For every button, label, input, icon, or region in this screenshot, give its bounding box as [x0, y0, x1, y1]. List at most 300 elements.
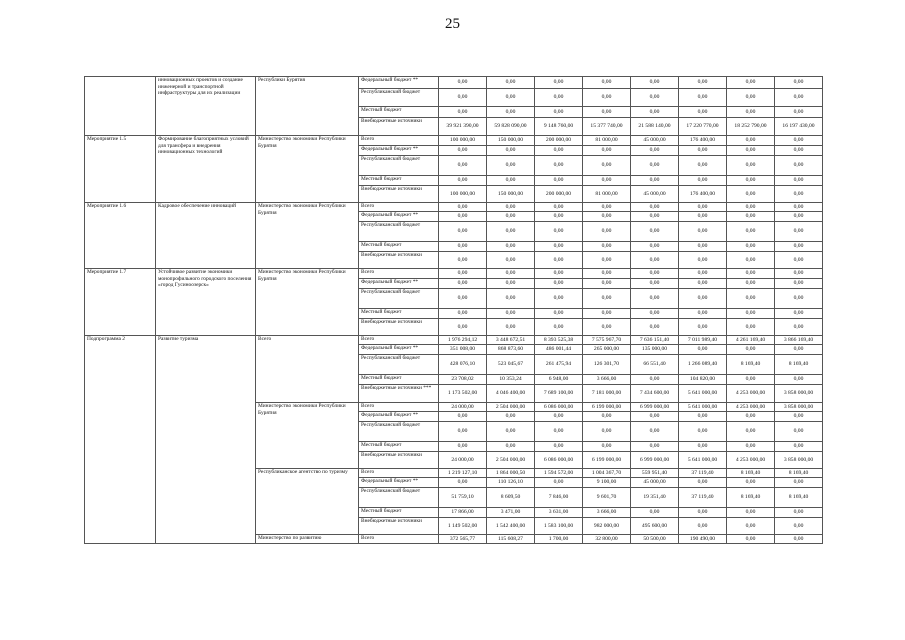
- amount-cell: 0,00: [775, 478, 823, 488]
- amount-cell: 3 471,00: [487, 508, 535, 518]
- amount-cell: 0,00: [631, 442, 679, 452]
- amount-cell: 0,00: [535, 222, 583, 242]
- amount-cell: 0,00: [535, 442, 583, 452]
- funding-source-cell: Всего: [359, 136, 439, 146]
- amount-cell: 8 169,40: [727, 355, 775, 375]
- table-row: [85, 77, 823, 89]
- amount-cell: 0,00: [487, 242, 535, 252]
- amount-cell: 1 542 400,00: [487, 518, 535, 535]
- funding-source-cell: Федеральный бюджет **: [359, 478, 439, 488]
- amount-cell: 32 800,00: [583, 535, 631, 544]
- amount-cell: 0,00: [775, 518, 823, 535]
- amount-cell: 0,00: [535, 289, 583, 309]
- amount-cell: 81 000,00: [583, 186, 631, 203]
- amount-cell: 2 504 000,00: [487, 403, 535, 412]
- amount-cell: 6 999 000,00: [631, 452, 679, 469]
- amount-cell: 176 400,00: [679, 136, 727, 146]
- amount-cell: 150 000,00: [487, 186, 535, 203]
- amount-cell: 0,00: [727, 186, 775, 203]
- amount-cell: 9 148 760,00: [535, 118, 583, 136]
- amount-cell: 0,00: [487, 89, 535, 107]
- amount-cell: 0,00: [727, 478, 775, 488]
- amount-cell: 0,00: [727, 412, 775, 422]
- amount-cell: 0,00: [487, 319, 535, 336]
- funding-source-cell: Внебюджетные источники: [359, 252, 439, 269]
- amount-cell: 19 351,40: [631, 488, 679, 508]
- amount-cell: 1 700,00: [535, 535, 583, 544]
- amount-cell: 3 448 672,51: [487, 336, 535, 345]
- amount-cell: 0,00: [727, 508, 775, 518]
- amount-cell: 0,00: [775, 203, 823, 212]
- page-number: 25: [445, 16, 460, 32]
- table-row: [85, 136, 823, 146]
- amount-cell: 0,00: [775, 508, 823, 518]
- amount-cell: 0,00: [439, 269, 487, 279]
- funding-source-cell: Внебюджетные источники: [359, 118, 439, 136]
- amount-cell: 0,00: [631, 319, 679, 336]
- amount-cell: 0,00: [727, 212, 775, 222]
- amount-cell: 6 199 000,00: [583, 403, 631, 412]
- amount-cell: 4 253 000,00: [727, 403, 775, 412]
- amount-cell: 3 666,00: [583, 508, 631, 518]
- amount-cell: 0,00: [439, 156, 487, 176]
- funding-source-cell: Всего: [359, 403, 439, 412]
- funding-source-cell: Федеральный бюджет **: [359, 146, 439, 156]
- amount-cell: 0,00: [727, 222, 775, 242]
- amount-cell: 1 583 100,00: [535, 518, 583, 535]
- amount-cell: 0,00: [727, 309, 775, 319]
- amount-cell: 6 948,00: [535, 375, 583, 385]
- executor-cell: Республиканское агентство по туризму: [256, 469, 359, 535]
- title-cell: инновационных проектов и создание инженерной и транспортной инфраструктуры для их реализации: [156, 77, 256, 136]
- funding-source-cell: Местный бюджет: [359, 442, 439, 452]
- amount-cell: 0,00: [631, 279, 679, 289]
- funding-source-cell: Местный бюджет: [359, 508, 439, 518]
- amount-cell: 0,00: [631, 146, 679, 156]
- amount-cell: 45 000,00: [631, 136, 679, 146]
- amount-cell: 23 708,02: [439, 375, 487, 385]
- amount-cell: 0,00: [631, 375, 679, 385]
- amount-cell: 7 181 000,00: [583, 385, 631, 403]
- amount-cell: 0,00: [727, 279, 775, 289]
- amount-cell: 0,00: [775, 252, 823, 269]
- amount-cell: 0,00: [583, 242, 631, 252]
- amount-cell: 0,00: [487, 222, 535, 242]
- amount-cell: 3 631,00: [535, 508, 583, 518]
- amount-cell: 0,00: [775, 442, 823, 452]
- amount-cell: 0,00: [583, 156, 631, 176]
- amount-cell: 0,00: [487, 203, 535, 212]
- amount-cell: 0,00: [775, 345, 823, 355]
- amount-cell: 0,00: [727, 156, 775, 176]
- amount-cell: 0,00: [583, 176, 631, 186]
- amount-cell: 37 119,40: [679, 488, 727, 508]
- funding-source-cell: Всего: [359, 269, 439, 279]
- executor-cell: Министерство экономики Республики Бурятия: [256, 403, 359, 469]
- amount-cell: 0,00: [487, 156, 535, 176]
- measure-cell: Мероприятие 1.5: [85, 136, 156, 203]
- amount-cell: 3 858 000,00: [775, 452, 823, 469]
- amount-cell: 523 045,67: [487, 355, 535, 375]
- funding-source-cell: Местный бюджет: [359, 176, 439, 186]
- amount-cell: 0,00: [727, 345, 775, 355]
- amount-cell: 176 400,00: [679, 186, 727, 203]
- amount-cell: 0,00: [727, 535, 775, 544]
- amount-cell: 0,00: [631, 77, 679, 89]
- amount-cell: 200 000,00: [535, 136, 583, 146]
- amount-cell: 0,00: [535, 146, 583, 156]
- amount-cell: 0,00: [487, 422, 535, 442]
- funding-source-cell: Внебюджетные источники: [359, 518, 439, 535]
- amount-cell: 0,00: [535, 422, 583, 442]
- amount-cell: 0,00: [727, 146, 775, 156]
- amount-cell: 66 551,40: [631, 355, 679, 375]
- amount-cell: 2 504 000,00: [487, 452, 535, 469]
- executor-cell: Министерство экономики Республики Бурятия: [256, 136, 359, 203]
- funding-source-cell: Местный бюджет: [359, 242, 439, 252]
- amount-cell: 0,00: [679, 89, 727, 107]
- amount-cell: 372 565,77: [439, 535, 487, 544]
- amount-cell: 1 266 089,40: [679, 355, 727, 375]
- amount-cell: 0,00: [535, 156, 583, 176]
- amount-cell: 0,00: [679, 242, 727, 252]
- amount-cell: 0,00: [583, 146, 631, 156]
- amount-cell: 0,00: [535, 412, 583, 422]
- amount-cell: 8 169,40: [727, 469, 775, 478]
- table-body: [85, 77, 823, 544]
- amount-cell: 0,00: [679, 345, 727, 355]
- funding-source-cell: Местный бюджет: [359, 309, 439, 319]
- amount-cell: 0,00: [583, 89, 631, 107]
- amount-cell: 0,00: [487, 107, 535, 118]
- amount-cell: 0,00: [583, 422, 631, 442]
- amount-cell: 0,00: [775, 309, 823, 319]
- funding-source-cell: Федеральный бюджет **: [359, 212, 439, 222]
- amount-cell: 18 252 790,00: [727, 118, 775, 136]
- amount-cell: 0,00: [727, 518, 775, 535]
- funding-source-cell: Республиканский бюджет: [359, 355, 439, 375]
- amount-cell: 1 976 294,12: [439, 336, 487, 345]
- executor-cell: Всего: [256, 336, 359, 403]
- amount-cell: 0,00: [487, 212, 535, 222]
- amount-cell: 0,00: [439, 146, 487, 156]
- amount-cell: 0,00: [679, 319, 727, 336]
- amount-cell: 0,00: [679, 146, 727, 156]
- amount-cell: 0,00: [631, 89, 679, 107]
- amount-cell: 0,00: [631, 412, 679, 422]
- amount-cell: 0,00: [727, 242, 775, 252]
- funding-source-cell: Всего: [359, 203, 439, 212]
- amount-cell: 0,00: [535, 252, 583, 269]
- amount-cell: 6 086 000,00: [535, 403, 583, 412]
- funding-source-cell: Внебюджетные источники: [359, 186, 439, 203]
- amount-cell: 0,00: [487, 269, 535, 279]
- amount-cell: 0,00: [679, 222, 727, 242]
- amount-cell: 81 000,00: [583, 136, 631, 146]
- funding-source-cell: Республиканский бюджет: [359, 89, 439, 107]
- amount-cell: 0,00: [439, 107, 487, 118]
- table-row: [85, 203, 823, 212]
- amount-cell: 1 004 367,70: [583, 469, 631, 478]
- amount-cell: 104 820,00: [679, 375, 727, 385]
- amount-cell: 0,00: [535, 478, 583, 488]
- amount-cell: 0,00: [439, 442, 487, 452]
- amount-cell: 100 000,00: [439, 136, 487, 146]
- amount-cell: 6 086 000,00: [535, 452, 583, 469]
- amount-cell: 1 219 127,10: [439, 469, 487, 478]
- amount-cell: 0,00: [535, 107, 583, 118]
- amount-cell: 0,00: [727, 77, 775, 89]
- amount-cell: 0,00: [631, 203, 679, 212]
- amount-cell: 1 594 572,00: [535, 469, 583, 478]
- executor-cell: Министерство экономики Республики Бурятия: [256, 203, 359, 269]
- amount-cell: 0,00: [487, 279, 535, 289]
- amount-cell: 0,00: [727, 107, 775, 118]
- funding-source-cell: Всего: [359, 469, 439, 478]
- amount-cell: 0,00: [679, 279, 727, 289]
- amount-cell: 0,00: [535, 269, 583, 279]
- amount-cell: 0,00: [439, 422, 487, 442]
- amount-cell: 0,00: [631, 156, 679, 176]
- amount-cell: 0,00: [775, 289, 823, 309]
- amount-cell: 0,00: [679, 289, 727, 309]
- amount-cell: 7 575 967,70: [583, 336, 631, 345]
- measure-cell: [85, 77, 156, 136]
- amount-cell: 0,00: [439, 478, 487, 488]
- amount-cell: 6 999 000,00: [631, 403, 679, 412]
- amount-cell: 0,00: [727, 269, 775, 279]
- amount-cell: 3 858 000,00: [775, 385, 823, 403]
- amount-cell: 0,00: [535, 176, 583, 186]
- amount-cell: 0,00: [439, 319, 487, 336]
- amount-cell: 0,00: [439, 252, 487, 269]
- amount-cell: 0,00: [583, 107, 631, 118]
- amount-cell: 10 353,24: [487, 375, 535, 385]
- amount-cell: 0,00: [679, 156, 727, 176]
- amount-cell: 0,00: [583, 412, 631, 422]
- amount-cell: 100 000,00: [439, 186, 487, 203]
- amount-cell: 0,00: [583, 203, 631, 212]
- amount-cell: 0,00: [727, 422, 775, 442]
- amount-cell: 1 149 502,00: [439, 518, 487, 535]
- amount-cell: 4 046 400,00: [487, 385, 535, 403]
- title-cell: Формирование благоприятных условий для трансфера и внедрения инновационных технологий: [156, 136, 256, 203]
- amount-cell: 0,00: [439, 176, 487, 186]
- amount-cell: 0,00: [631, 269, 679, 279]
- amount-cell: 495 600,00: [631, 518, 679, 535]
- amount-cell: 4 253 000,00: [727, 385, 775, 403]
- amount-cell: 0,00: [727, 442, 775, 452]
- amount-cell: 0,00: [535, 242, 583, 252]
- amount-cell: 0,00: [679, 203, 727, 212]
- amount-cell: 0,00: [775, 186, 823, 203]
- budget-table: [84, 76, 823, 544]
- amount-cell: 0,00: [775, 279, 823, 289]
- amount-cell: 0,00: [583, 309, 631, 319]
- amount-cell: 0,00: [775, 412, 823, 422]
- amount-cell: 8 169,40: [727, 488, 775, 508]
- amount-cell: 0,00: [631, 107, 679, 118]
- amount-cell: 0,00: [679, 309, 727, 319]
- table-row: [85, 336, 823, 345]
- amount-cell: 0,00: [679, 508, 727, 518]
- executor-cell: Министерство по развитию: [256, 535, 359, 544]
- amount-cell: 7 434 600,00: [631, 385, 679, 403]
- amount-cell: 39 921 390,00: [439, 118, 487, 136]
- amount-cell: 126 301,70: [583, 355, 631, 375]
- amount-cell: 0,00: [439, 212, 487, 222]
- amount-cell: 200 000,00: [535, 186, 583, 203]
- executor-cell: Республики Бурятия: [256, 77, 359, 136]
- title-cell: Развитие туризма: [156, 336, 256, 544]
- amount-cell: 135 000,00: [631, 345, 679, 355]
- amount-cell: 0,00: [535, 89, 583, 107]
- amount-cell: 7 636 151,40: [631, 336, 679, 345]
- amount-cell: 0,00: [775, 375, 823, 385]
- amount-cell: 115 608,27: [487, 535, 535, 544]
- amount-cell: 0,00: [679, 518, 727, 535]
- amount-cell: 0,00: [727, 89, 775, 107]
- amount-cell: 8 169,40: [775, 488, 823, 508]
- amount-cell: 0,00: [487, 77, 535, 89]
- amount-cell: 0,00: [583, 269, 631, 279]
- amount-cell: 982 000,00: [583, 518, 631, 535]
- amount-cell: 0,00: [631, 422, 679, 442]
- amount-cell: 0,00: [775, 107, 823, 118]
- amount-cell: 0,00: [631, 252, 679, 269]
- amount-cell: 45 000,00: [631, 186, 679, 203]
- funding-source-cell: Федеральный бюджет **: [359, 77, 439, 89]
- amount-cell: 0,00: [583, 212, 631, 222]
- measure-cell: Мероприятие 1.6: [85, 203, 156, 269]
- amount-cell: 0,00: [439, 222, 487, 242]
- amount-cell: 51 759,10: [439, 488, 487, 508]
- amount-cell: 37 119,40: [679, 469, 727, 478]
- title-cell: Устойчивое развитие экономики монопрофильного городского поселения «город Гусиноозерск»: [156, 269, 256, 336]
- amount-cell: 0,00: [679, 252, 727, 269]
- amount-cell: 15 377 740,00: [583, 118, 631, 136]
- funding-source-cell: Республиканский бюджет: [359, 222, 439, 242]
- amount-cell: 0,00: [439, 242, 487, 252]
- amount-cell: 0,00: [631, 242, 679, 252]
- amount-cell: 150 000,00: [487, 136, 535, 146]
- amount-cell: 0,00: [583, 319, 631, 336]
- amount-cell: 9 100,00: [583, 478, 631, 488]
- amount-cell: 0,00: [727, 136, 775, 146]
- amount-cell: 559 951,40: [631, 469, 679, 478]
- funding-source-cell: Местный бюджет: [359, 375, 439, 385]
- amount-cell: 0,00: [439, 412, 487, 422]
- amount-cell: 0,00: [535, 309, 583, 319]
- measure-cell: Мероприятие 1.7: [85, 269, 156, 336]
- amount-cell: 9 601,70: [583, 488, 631, 508]
- amount-cell: 50 500,00: [631, 535, 679, 544]
- executor-cell: Министерство экономики Республики Бурятия: [256, 269, 359, 336]
- amount-cell: 0,00: [583, 289, 631, 309]
- amount-cell: 0,00: [487, 146, 535, 156]
- amount-cell: 0,00: [679, 412, 727, 422]
- amount-cell: 868 873,60: [487, 345, 535, 355]
- amount-cell: 0,00: [439, 203, 487, 212]
- amount-cell: 0,00: [439, 89, 487, 107]
- amount-cell: 8 393 525,38: [535, 336, 583, 345]
- funding-source-cell: Всего: [359, 535, 439, 544]
- amount-cell: 0,00: [727, 176, 775, 186]
- amount-cell: 6 199 000,00: [583, 452, 631, 469]
- amount-cell: 486 001,44: [535, 345, 583, 355]
- amount-cell: 0,00: [679, 442, 727, 452]
- amount-cell: 0,00: [727, 375, 775, 385]
- amount-cell: 3 666,00: [583, 375, 631, 385]
- amount-cell: 0,00: [775, 242, 823, 252]
- amount-cell: 0,00: [535, 279, 583, 289]
- funding-source-cell: Всего: [359, 336, 439, 345]
- amount-cell: 7 689 100,00: [535, 385, 583, 403]
- amount-cell: 5 641 000,00: [679, 452, 727, 469]
- amount-cell: 0,00: [487, 412, 535, 422]
- amount-cell: 190 490,00: [679, 535, 727, 544]
- amount-cell: 0,00: [775, 77, 823, 89]
- amount-cell: 261 475,94: [535, 355, 583, 375]
- amount-cell: 8 609,50: [487, 488, 535, 508]
- amount-cell: 0,00: [679, 422, 727, 442]
- amount-cell: 17 220 770,00: [679, 118, 727, 136]
- amount-cell: 4 253 000,00: [727, 452, 775, 469]
- amount-cell: 4 261 169,40: [727, 336, 775, 345]
- funding-source-cell: Республиканский бюджет: [359, 289, 439, 309]
- amount-cell: 0,00: [631, 309, 679, 319]
- table-row: [85, 269, 823, 279]
- amount-cell: 0,00: [487, 252, 535, 269]
- amount-cell: 351 008,00: [439, 345, 487, 355]
- funding-source-cell: Республиканский бюджет: [359, 156, 439, 176]
- amount-cell: 0,00: [679, 212, 727, 222]
- funding-source-cell: Федеральный бюджет **: [359, 345, 439, 355]
- amount-cell: 24 000,00: [439, 452, 487, 469]
- amount-cell: 3 866 169,40: [775, 336, 823, 345]
- amount-cell: 0,00: [775, 319, 823, 336]
- amount-cell: 0,00: [727, 319, 775, 336]
- amount-cell: 0,00: [775, 212, 823, 222]
- amount-cell: 0,00: [439, 289, 487, 309]
- amount-cell: 0,00: [775, 176, 823, 186]
- amount-cell: 0,00: [775, 222, 823, 242]
- amount-cell: 0,00: [439, 77, 487, 89]
- amount-cell: 0,00: [439, 309, 487, 319]
- funding-source-cell: Внебюджетные источники: [359, 319, 439, 336]
- amount-cell: 0,00: [439, 279, 487, 289]
- amount-cell: 21 588 140,00: [631, 118, 679, 136]
- amount-cell: 5 641 000,00: [679, 385, 727, 403]
- amount-cell: 0,00: [535, 203, 583, 212]
- funding-source-cell: Республиканский бюджет: [359, 422, 439, 442]
- amount-cell: 0,00: [583, 77, 631, 89]
- amount-cell: 0,00: [679, 478, 727, 488]
- amount-cell: 0,00: [679, 107, 727, 118]
- funding-source-cell: Внебюджетные источники: [359, 452, 439, 469]
- amount-cell: 0,00: [775, 422, 823, 442]
- amount-cell: 428 076,10: [439, 355, 487, 375]
- funding-source-cell: Республиканский бюджет: [359, 488, 439, 508]
- amount-cell: 7 011 989,40: [679, 336, 727, 345]
- amount-cell: 0,00: [631, 222, 679, 242]
- amount-cell: 0,00: [727, 289, 775, 309]
- amount-cell: 0,00: [631, 176, 679, 186]
- amount-cell: 8 169,40: [775, 469, 823, 478]
- amount-cell: 0,00: [775, 535, 823, 544]
- amount-cell: 0,00: [679, 269, 727, 279]
- amount-cell: 0,00: [775, 89, 823, 107]
